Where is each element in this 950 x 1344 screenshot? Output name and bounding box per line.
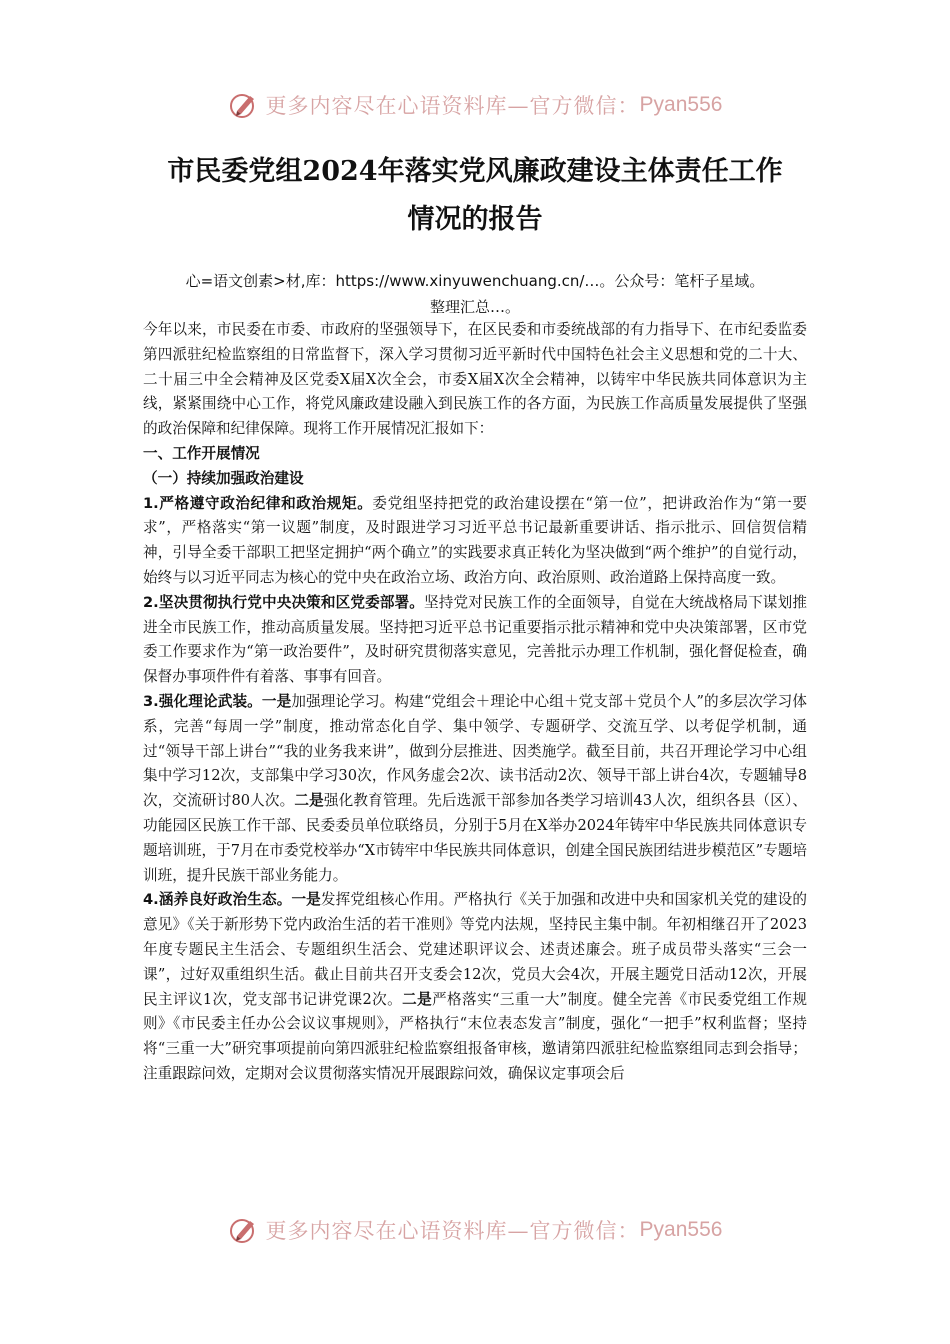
paragraph-3-text-1: 加强理论学习。构建“党组会＋理论中心组＋党支部＋党员个人”的多层次学习体系，完善“每周一学”制度，推动常态化自学、集中领学、专题研学、交流互学、以考促学机制，通过“领导干部上讲台”“我的业务我来讲”，做到分层推进、因类施学。截至目前，共召开理论学习中心组集中学习12次，支部集中学习30次，作风务虚会2次、读书活动2次、领导干部上讲台4次，专题辅导8次，交流研讨80人次。	[143, 692, 807, 810]
paragraph-2-lead: 2.坚决贯彻执行党中央决策和区党委部署。	[143, 593, 425, 611]
paragraph-1-text: 委党组坚持把党的政治建设摆在“第一位”，把讲政治作为“第一要求”，严格落实“第一议题”制度，及时跟进学习习近平总书记最新重要讲话、指示批示、回信贺信精神，引导全委干部职工把坚定拥护“两个确立”的实践要求真正转化为坚决做到“两个维护”的自觉行动，始终与以习近平同志为核心的党中央在政治立场、政治方向、政治原则、政治道路上保持高度一致。	[143, 494, 808, 586]
paragraph-4-lead: 4.涵养良好政治生态。	[143, 891, 292, 909]
paragraph-3-lead: 3.强化理论武装。	[143, 692, 262, 710]
source-line-1: 心=语文创素>材,库：https://www.xinyuwenchuang.cn/…。公众号：笔杆子星域。	[185, 272, 765, 290]
paragraph-1-lead: 1.严格遵守政治纪律和政治规矩。	[143, 494, 373, 512]
paragraph-2-text: 坚持党对民族工作的全面领导，自觉在大统战格局下谋划推进全市民族工作，推动高质量发展。坚持把习近平总书记重要指示批示精神和党中央决策部署，区市党委工作要求作为“第一政治要件”，及时研究贯彻落实意见，完善批示办理工作机制，强化督促检查，确保督办事项件件有着落、事事有回音。	[143, 593, 807, 686]
paragraph-1	[143, 492, 807, 591]
top-banner[interactable]	[0, 80, 950, 130]
title-line-1: 市民委党组2024年落实党风廉政建设主体责任工作	[167, 156, 783, 187]
paragraph-3-mark-2: 二是	[294, 792, 324, 810]
wechat-id: Pyan556	[639, 93, 723, 116]
paragraph-3-text-2: 强化教育管理。先后选派干部参加各类学习培训43人次，组织各县（区）、功能园区民族工作干部、民委委员单位联络员，分别于5月在X举办2024年铸牢中华民族共同体意识专题培训班，于7月在市委党校举办“X市铸牢中华民族共同体意识，创建全国民族团结进步模范区”专题培训班，提升民族干部业务能力。	[143, 792, 807, 884]
paragraph-3	[143, 690, 807, 888]
pen-circle-logo-icon	[228, 89, 260, 121]
section-heading: 一、工作开展情况	[143, 444, 260, 462]
paragraph-3-mark-1: 一是	[261, 692, 292, 710]
paragraph-4	[143, 888, 807, 1086]
banner-text: 更多内容尽在心语资料库—官方微信：	[265, 94, 640, 118]
pen-circle-logo-icon	[228, 1214, 260, 1246]
intro-paragraph: 今年以来，市民委在市委、市政府的坚强领导下，在区民委和市委统战部的有力指导下、在市纪委监委第四派驻纪检监察组的日常监督下，深入学习贯彻习近平新时代中国特色社会主义思想和党的二十大、二十届三中全会精神及区党委X届X次全会，市委X届X次全会精神，以铸牢中华民族共同体意识为主线，紧紧围绕中心工作，将党风廉政建设融入到民族工作的各方面，为民族工作高质量发展提供了坚强的政治保障和纪律保障。现将工作开展情况汇报如下：	[143, 321, 807, 438]
paragraph-4-mark-2: 二是	[402, 990, 433, 1008]
wechat-id: Pyan556	[639, 1218, 723, 1241]
source-line-2: 整理汇总…。	[429, 298, 520, 316]
paragraph-4-text-1: 发挥党组核心作用。严格执行《关于加强和改进中央和国家机关党的建设的意见》《关于新形势下党内政治生活的若干准则》等党内法规，坚持民主集中制。年初相继召开了2023年度专题民主生活会、专题组织生活会、党建述职评议会、述责述廉会。班子成员带头落实“三会一课”，过好双重组织生活。截止目前共召开支委会12次，党员大会4次，开展主题党日活动12次，开展民主评议1次，党支部书记讲党课2次。	[143, 891, 807, 1008]
paragraph-4-mark-1: 一是	[291, 891, 321, 909]
source-note	[130, 268, 820, 320]
subsection-heading: （一）持续加强政治建设	[143, 469, 304, 487]
title-line-2: 情况的报告	[407, 204, 543, 235]
page-title	[100, 148, 850, 244]
paragraph-2	[143, 591, 807, 690]
bottom-banner[interactable]	[0, 1205, 950, 1255]
paragraph-4-text-2: 严格落实“三重一大”制度。健全完善《市民委党组工作规则》《市民委主任办公会议议事规则》，严格执行“末位表态发言”制度，强化“一把手”权利监督；坚持将“三重一大”研究事项提前向第四派驻纪检监察组报备审核，邀请第四派驻纪检监察组同志到会指导；注重跟踪问效，定期对会议贯彻落实情况开展跟踪问效，确保议定事项会后	[143, 990, 807, 1082]
document-body	[143, 318, 807, 1087]
banner-text: 更多内容尽在心语资料库—官方微信：	[265, 1219, 640, 1243]
